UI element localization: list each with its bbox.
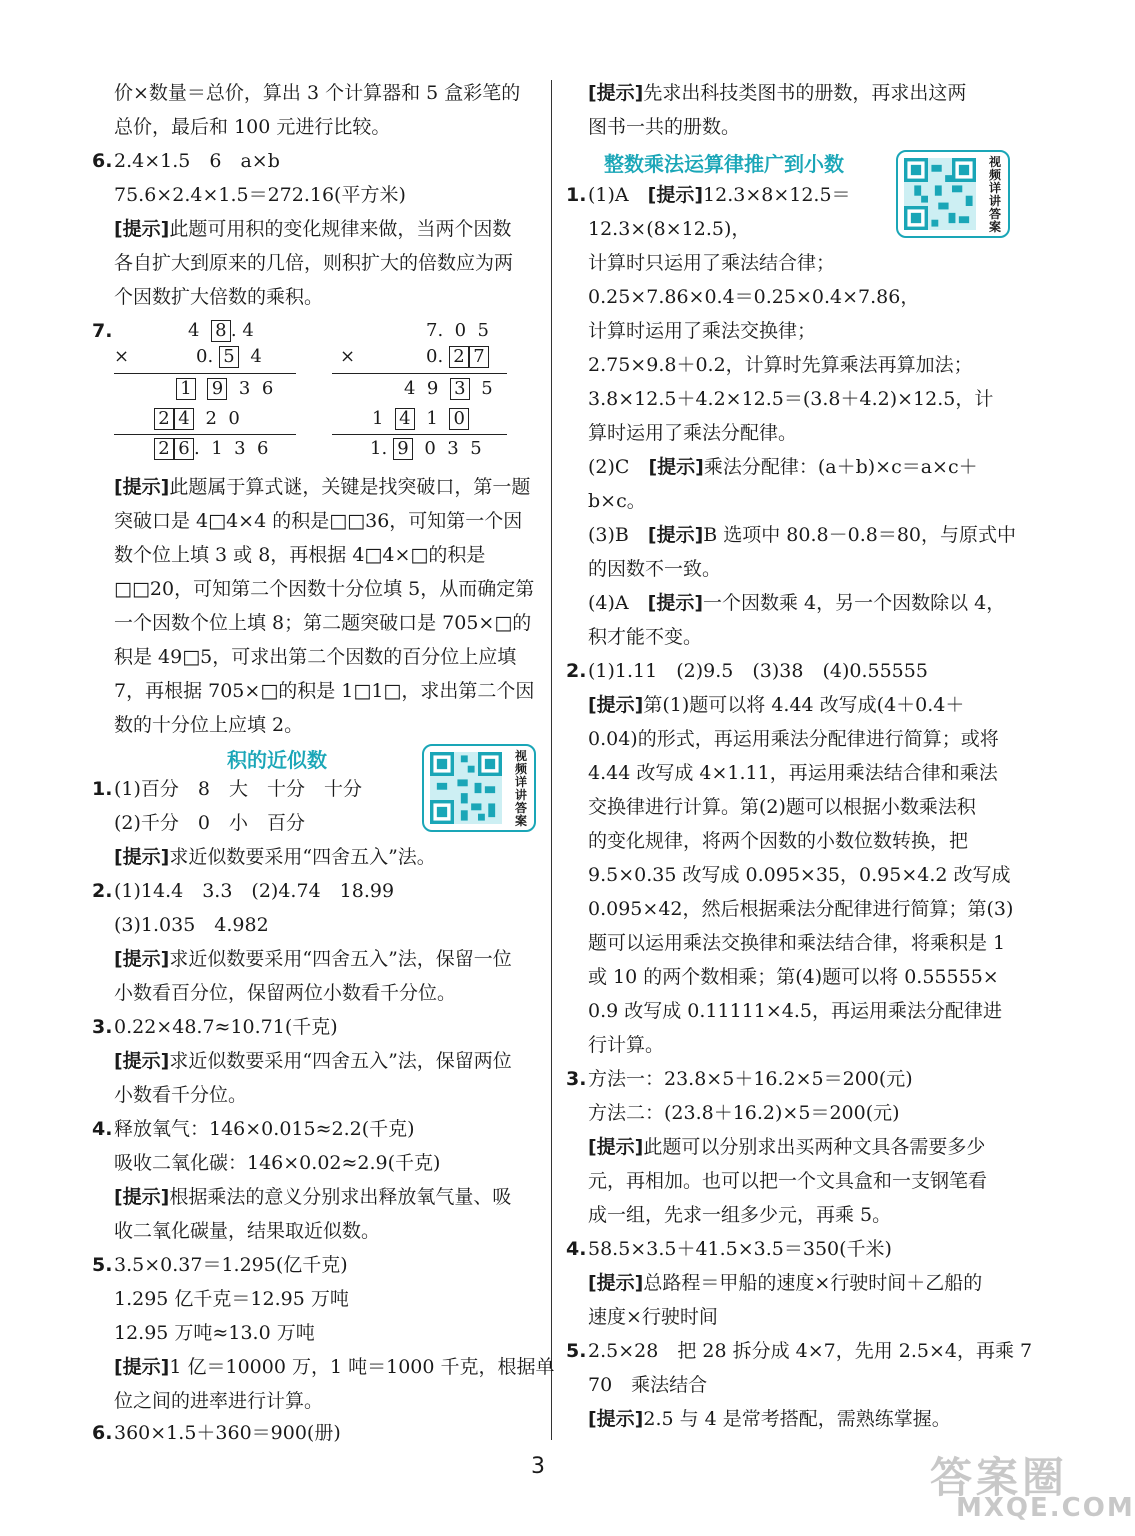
filled-box: 8 bbox=[211, 320, 231, 342]
hint-line: 元，再相加。也可以把一个文具盒和一支钢笔看 bbox=[588, 1170, 988, 1192]
question-number: 4. bbox=[566, 1238, 587, 1260]
answer-line: 计算时运用了乘法交换律； bbox=[588, 320, 817, 342]
answer-line: (3)B [提示]B 选项中 80.8－0.8＝80，与原式中 bbox=[588, 524, 1017, 546]
hint-label: [提示] bbox=[114, 476, 170, 498]
hint-label: [提示] bbox=[588, 1136, 644, 1158]
hint-label: [提示] bbox=[114, 1356, 170, 1378]
answer-line: 70 乘法结合 bbox=[588, 1374, 708, 1396]
answer-line: 1.295 亿千克＝12.95 万吨 bbox=[114, 1288, 349, 1310]
hint-line: 速度×行驶时间 bbox=[588, 1306, 718, 1328]
hint-line: 4.44 改写成 4×1.11，再运用乘法结合律和乘法 bbox=[588, 762, 998, 784]
filled-box: 4 bbox=[174, 408, 194, 430]
hint-line: □□20，可知第二个因数十分位填 5，从而确定第 bbox=[114, 578, 535, 600]
hint-label: [提示] bbox=[114, 846, 170, 868]
question-number: 6. bbox=[92, 1422, 113, 1444]
hint-label: [提示] bbox=[114, 218, 170, 240]
hint-line: 或 10 的两个数相乘；第(4)题可以将 0.55555× bbox=[588, 966, 999, 988]
hint-line: 突破口是 4□4×4 的积是□□36，可知第一个因 bbox=[114, 510, 523, 532]
hint-line: [提示]求近似数要采用“四舍五入”法。 bbox=[114, 846, 436, 868]
filled-box: 6 bbox=[174, 438, 194, 460]
answer-line: 0.25×7.86×0.4＝0.25×0.4×7.86， bbox=[588, 286, 920, 308]
answer-line: 2.75×9.8＋0.2，计算时先算乘法再算加法； bbox=[588, 354, 973, 376]
answer-line: 积才能不变。 bbox=[588, 626, 703, 648]
hint-line: 收二氧化碳量，结果取近似数。 bbox=[114, 1220, 381, 1242]
answer-line: 释放氧气：146×0.015≈2.2(千克) bbox=[114, 1118, 415, 1140]
qr-code-icon bbox=[430, 752, 502, 824]
hint-line: [提示]此题可用积的变化规律来做，当两个因数 bbox=[114, 218, 512, 240]
answer-line: (1)A [提示]12.3×8×12.5＝ bbox=[588, 184, 851, 206]
question-number: 1. bbox=[92, 778, 113, 800]
question-number: 3. bbox=[92, 1016, 113, 1038]
hint-line: [提示]总路程＝甲船的速度×行驶时间＋乙船的 bbox=[588, 1272, 983, 1294]
rule-line bbox=[332, 373, 507, 374]
question-number: 4. bbox=[92, 1118, 113, 1140]
hint-line: 积是 49□5，可求出第二个因数的百分位上应填 bbox=[114, 646, 517, 668]
hint-label: [提示] bbox=[588, 82, 644, 104]
text-line: 总价，最后和 100 元进行比较。 bbox=[114, 116, 391, 138]
hint-line: 成一组，先求一组多少元，再乘 5。 bbox=[588, 1204, 892, 1226]
question-number: 3. bbox=[566, 1068, 587, 1090]
page-number: 3 bbox=[531, 1454, 545, 1479]
hint-line: [提示]2.5 与 4 是常考搭配，需熟练掌握。 bbox=[588, 1408, 951, 1430]
filled-box: 1 bbox=[176, 378, 196, 400]
hint-line: 位之间的进率进行计算。 bbox=[114, 1390, 324, 1412]
answer-line: 3.5×0.37＝1.295(亿千克) bbox=[114, 1254, 348, 1276]
hint-label: [提示] bbox=[114, 948, 170, 970]
question-number: 5. bbox=[566, 1340, 587, 1362]
hint-line: 数的十分位上应填 2。 bbox=[114, 714, 304, 736]
hint-line: 0.04)的形式，再运用乘法分配律进行简算；或将 bbox=[588, 728, 999, 750]
hint-line: [提示]根据乘法的意义分别求出释放氧气量、吸 bbox=[114, 1186, 512, 1208]
answer-line: 算时运用了乘法分配律。 bbox=[588, 422, 798, 444]
hint-line: [提示]此题可以分别求出买两种文具各需要多少 bbox=[588, 1136, 986, 1158]
vertical-multiplication-1: 4 8 . 4 × 0. 5 4 1 9 3 6 2 4 2 0 2 6 . 1 3 6 bbox=[114, 318, 314, 468]
hint-label: [提示] bbox=[588, 694, 644, 716]
answer-line: 360×1.5＋360＝900(册) bbox=[114, 1422, 341, 1444]
answer-line: 58.5×3.5＋41.5×3.5＝350(千米) bbox=[588, 1238, 892, 1260]
answer-line: 3.8×12.5＋4.2×12.5＝(3.8＋4.2)×12.5，计 bbox=[588, 388, 994, 410]
filled-box: 9 bbox=[393, 438, 413, 460]
answer-line: (1)14.4 3.3 (2)4.74 18.99 bbox=[114, 880, 395, 902]
hint-line: 一个因数个位上填 8；第二题突破口是 705×□的 bbox=[114, 612, 532, 634]
qr-code-badge[interactable] bbox=[422, 744, 536, 832]
question-number: 5. bbox=[92, 1254, 113, 1276]
rule-line bbox=[114, 373, 296, 374]
qr-code-icon bbox=[904, 158, 976, 230]
hint-line: 小数看千分位。 bbox=[114, 1084, 248, 1106]
hint-line: 图书一共的册数。 bbox=[588, 116, 741, 138]
hint-line: [提示]第(1)题可以将 4.44 改写成(4＋0.4＋ bbox=[588, 694, 965, 716]
answer-line: (2)千分 0 小 百分 bbox=[114, 812, 306, 834]
answer-line: (2)C [提示]乘法分配律：(a＋b)×c＝a×c＋ bbox=[588, 456, 978, 478]
filled-box: 0 bbox=[449, 408, 469, 430]
answer-line: (1)1.11 (2)9.5 (3)38 (4)0.55555 bbox=[588, 660, 928, 682]
watermark-logo bbox=[920, 1445, 1135, 1530]
filled-box: 2 bbox=[154, 438, 174, 460]
hint-label: [提示] bbox=[588, 1408, 644, 1430]
filled-box: 5 bbox=[219, 346, 239, 368]
filled-box: 9 bbox=[207, 378, 227, 400]
section-title: 整数乘法运算律推广到小数 bbox=[604, 152, 844, 176]
hint-line: 小数看百分位，保留两位小数看千分位。 bbox=[114, 982, 457, 1004]
hint-line: [提示]此题属于算式谜，关键是找突破口，第一题 bbox=[114, 476, 531, 498]
hint-line: 0.9 改写成 0.11111×4.5，再运用乘法分配律进 bbox=[588, 1000, 1003, 1022]
answer-line: (4)A [提示]一个因数乘 4，另一个因数除以 4， bbox=[588, 592, 1006, 614]
answer-line: 2.4×1.5 6 a×b bbox=[114, 150, 280, 172]
answer-line: 吸收二氧化碳：146×0.02≈2.9(千克) bbox=[114, 1152, 441, 1174]
answer-line: 2.5×28 把 28 拆分成 4×7，先用 2.5×4，再乘 7 bbox=[588, 1340, 1033, 1362]
hint-label: [提示] bbox=[114, 1050, 170, 1072]
filled-box: 2 bbox=[449, 346, 469, 368]
hint-label: [提示] bbox=[114, 1186, 170, 1208]
qr-code-badge[interactable] bbox=[896, 150, 1010, 238]
question-number: 2. bbox=[566, 660, 587, 682]
hint-line: 各自扩大到原来的几倍，则积扩大的倍数应为两 bbox=[114, 252, 514, 274]
filled-box: 3 bbox=[450, 378, 470, 400]
watermark-url: MXQE.COM bbox=[956, 1493, 1135, 1523]
question-number: 1. bbox=[566, 184, 587, 206]
watermark-text: 答案圈 bbox=[930, 1453, 1069, 1502]
hint-label: [提示] bbox=[647, 524, 704, 546]
hint-line: [提示]求近似数要采用“四舍五入”法，保留一位 bbox=[114, 948, 512, 970]
hint-line: 个因数扩大倍数的乘积。 bbox=[114, 286, 324, 308]
hint-line: [提示]求近似数要采用“四舍五入”法，保留两位 bbox=[114, 1050, 512, 1072]
answer-line: 方法一：23.8×5＋16.2×5＝200(元) bbox=[588, 1068, 913, 1090]
hint-label: [提示] bbox=[648, 456, 704, 478]
question-number: 2. bbox=[92, 880, 113, 902]
rule-line bbox=[332, 434, 507, 435]
answer-line: 12.95 万吨≈13.0 万吨 bbox=[114, 1322, 315, 1344]
hint-line: 9.5×0.35 改写成 0.095×35，0.95×4.2 改写成 bbox=[588, 864, 1011, 886]
answer-line: 的因数不一致。 bbox=[588, 558, 722, 580]
hint-line: 7，再根据 705×□的积是 1□1□，求出第二个因 bbox=[114, 680, 535, 702]
answer-line: (3)1.035 4.982 bbox=[114, 914, 269, 936]
qr-side-label: 视频详讲答案 bbox=[514, 749, 527, 828]
filled-box: 7 bbox=[469, 346, 489, 368]
filled-box: 2 bbox=[154, 408, 174, 430]
text-line: 价×数量＝总价，算出 3 个计算器和 5 盒彩笔的 bbox=[114, 82, 521, 104]
column-divider bbox=[551, 80, 552, 1440]
answer-line: 12.3×(8×12.5)， bbox=[588, 218, 751, 240]
answer-line: 75.6×2.4×1.5＝272.16(平方米) bbox=[114, 184, 406, 206]
answer-line: 方法二：(23.8＋16.2)×5＝200(元) bbox=[588, 1102, 900, 1124]
question-number: 7. bbox=[92, 320, 113, 342]
answer-line: 计算时只运用了乘法结合律； bbox=[588, 252, 836, 274]
section-title: 积的近似数 bbox=[227, 748, 327, 772]
hint-line: 题可以运用乘法交换律和乘法结合律，将乘积是 1 bbox=[588, 932, 1006, 954]
answer-line: 0.22×48.7≈10.71(千克) bbox=[114, 1016, 338, 1038]
answer-line: b×c。 bbox=[588, 490, 646, 512]
answer-line: (1)百分 8 大 十分 十分 bbox=[114, 778, 363, 800]
hint-line: 的变化规律，将两个因数的小数位数转换，把 bbox=[588, 830, 969, 852]
hint-line: 行计算。 bbox=[588, 1034, 665, 1056]
rule-line bbox=[114, 434, 296, 435]
vertical-multiplication-2: 7. 0 5 × 0. 2 7 4 9 3 5 1 4 1 0 1. 9 0 3 5 bbox=[332, 318, 532, 468]
hint-label: [提示] bbox=[647, 184, 704, 206]
question-number: 6. bbox=[92, 150, 113, 172]
hint-line: [提示]先求出科技类图书的册数，再求出这两 bbox=[588, 82, 967, 104]
filled-box: 4 bbox=[395, 408, 415, 430]
hint-line: 0.095×42，然后根据乘法分配律进行简算；第(3) bbox=[588, 898, 1014, 920]
hint-line: 交换律进行计算。第(2)题可以根据小数乘法积 bbox=[588, 796, 976, 818]
qr-side-label: 视频详讲答案 bbox=[988, 155, 1001, 234]
hint-line: 数个位上填 3 或 8，再根据 4□4×□的积是 bbox=[114, 544, 486, 566]
hint-label: [提示] bbox=[588, 1272, 644, 1294]
hint-line: [提示]1 亿＝10000 万，1 吨＝1000 千克，根据单 bbox=[114, 1356, 555, 1378]
hint-label: [提示] bbox=[647, 592, 704, 614]
